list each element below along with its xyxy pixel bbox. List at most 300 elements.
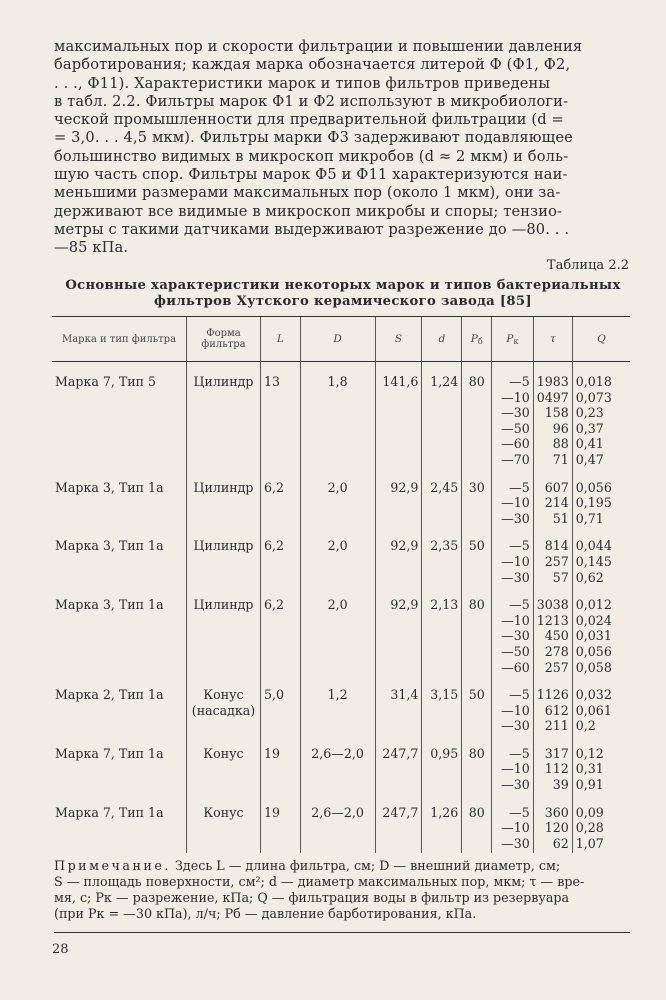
cell-tau-value: 112 [544,761,569,777]
spacer-cell [422,585,462,597]
cell-Q-value: 0,032 [575,687,612,703]
cell-D-text: 2,0 [327,479,348,495]
spacer-cell [375,468,422,480]
spacer-cell [572,585,630,597]
cell-brand [52,538,187,585]
spacer-cell [52,793,187,805]
paragraph-line: максимальных пор и скорости фильтрации и повышении давления [54,38,583,55]
spacer-cell [187,734,261,746]
row-spacer [52,585,630,597]
caption-line: фильтров Хутского керамического завода [85] [154,294,532,309]
cell-Q-value: 0,12 [575,745,604,761]
spacer-cell [492,362,534,375]
spacer-cell [572,468,630,480]
cell-shape [187,687,261,734]
cell-brand-text: Марка 7, Тип 1а [55,745,164,761]
cell-tau-value: 214 [544,495,569,511]
cell-S [375,374,422,468]
header-Pb-sub: б [477,336,483,346]
table-number-label: Таблица 2.2 [546,258,629,273]
caption-line: Основные характеристики некоторых марок и типов бактериальных [65,278,621,293]
cell-L [260,805,300,852]
spacer-cell [260,468,300,480]
paragraph-line: шую часть спор. Фильтры марок Ф5 и Ф11 характеризуются наи- [54,166,568,184]
row-spacer [52,851,630,853]
spacer-cell [572,675,630,687]
cell-Pb [462,746,492,793]
cell-Q-value: 0,056 [575,643,612,659]
cell-shape-text-2: (насадка) [191,702,256,718]
cell-Q-value: 0,09 [575,804,604,820]
spacer-cell [462,468,492,480]
note-line: (при Pк = —30 кПа), л/ч; Pб — давление барботирования, кПа. [54,906,477,921]
spacer-cell [533,734,572,746]
cell-Pb [462,480,492,527]
cell-shape [187,480,261,527]
spacer-cell [52,468,187,480]
spacer-cell [422,793,462,805]
cell-tau-value: 57 [552,569,569,585]
cell-brand-text: Марка 3, Тип 1а [55,597,164,613]
cell-L-text: 6,2 [263,597,284,613]
cell-Pk [492,746,534,793]
header-Pb [462,317,492,362]
cell-brand [52,480,187,527]
cell-Pb [462,374,492,468]
spacer-cell [492,793,534,805]
cell-L-text: 6,2 [263,538,284,554]
cell-Pk [492,374,534,468]
header-Pk-base: P [506,332,514,345]
cell-Q [572,538,630,585]
spacer-cell [187,851,261,853]
cell-tau-value: 0497 [536,389,569,405]
cell-Q-value: 0,195 [575,495,612,511]
cell-d [422,746,462,793]
cell-Pb-text: 80 [468,804,485,820]
spacer-cell [52,851,187,853]
cell-d [422,480,462,527]
cell-brand-text: Марка 2, Тип 1а [55,687,164,703]
cell-D [300,687,375,734]
spacer-cell [375,675,422,687]
spacer-cell [422,675,462,687]
cell-Pk-value: —10 [501,389,530,405]
cell-Pk-value: —30 [501,777,530,793]
cell-Pk-value: —10 [501,553,530,569]
cell-Q-value: 0,41 [575,436,604,452]
cell-Pk-value: —10 [501,761,530,777]
cell-Pk-value: —30 [501,718,530,734]
cell-Pb-text: 80 [468,745,485,761]
cell-Pk [492,805,534,852]
spacer-cell [492,675,534,687]
cell-shape-text: Цилиндр [193,479,254,495]
table-row [52,538,630,585]
cell-tau-value: 88 [552,436,569,452]
cell-Q-value: 0,024 [575,612,612,628]
spacer-cell [187,526,261,538]
page-number: 28 [52,942,69,957]
cell-Pb [462,687,492,734]
cell-d-text: 0,95 [430,745,459,761]
cell-d-text: 1,24 [430,374,459,389]
cell-L-text: 19 [263,745,280,761]
cell-S-text: 92,9 [390,597,419,613]
cell-d [422,374,462,468]
table-row [52,746,630,793]
cell-shape [187,746,261,793]
paragraph-line: метры с такими датчиками выдерживают разрежение до —80. . . [54,220,570,238]
cell-tau-value: 120 [544,820,569,836]
spacer-cell [375,362,422,375]
cell-Q-value: 0,012 [575,597,612,613]
cell-tau [533,480,572,527]
cell-d [422,805,462,852]
cell-Pk-value: —60 [501,436,530,452]
header-L: L [260,317,300,362]
cell-Pk-value: —30 [501,510,530,526]
note-text: Здесь L — длина фильтра, см; D — внешний диаметр, см; [174,858,561,873]
spacer-cell [300,526,375,538]
spacer-cell [52,526,187,538]
spacer-cell [572,851,630,853]
paragraph-line: = 3,0. . . 4,5 мкм). Фильтры марки Ф3 задерживают подавляющее [54,129,573,147]
header-d: d [422,317,462,362]
cell-Pk-value: —5 [509,374,530,389]
spacer-cell [572,793,630,805]
spacer-cell [533,362,572,375]
cell-Pk-value: —5 [509,687,530,703]
table-row [52,480,630,527]
table-caption [54,278,632,310]
cell-tau-value: 51 [552,510,569,526]
cell-S-text: 247,7 [382,745,419,761]
cell-S-text: 141,6 [382,374,419,389]
cell-tau-value: 3038 [536,597,569,613]
cell-Pb-text: 80 [468,597,485,613]
cell-Q-value: 1,07 [575,835,604,851]
spacer-cell [187,585,261,597]
spacer-cell [422,526,462,538]
cell-D [300,805,375,852]
cell-shape [187,597,261,675]
cell-tau-value: 278 [544,643,569,659]
cell-shape-text: Цилиндр [193,597,254,613]
cell-S-text: 31,4 [390,687,419,703]
cell-d-text: 1,26 [430,804,459,820]
cell-Pk-value: —5 [509,538,530,554]
cell-Q-value: 0,061 [575,702,612,718]
header-tau: τ [533,317,572,362]
cell-Q [572,746,630,793]
cell-tau [533,805,572,852]
cell-S-text: 92,9 [390,538,419,554]
cell-Q-value: 0,044 [575,538,612,554]
cell-brand-text: Марка 3, Тип 1а [55,479,164,495]
cell-S [375,687,422,734]
table-note [54,858,628,922]
spacer-cell [422,468,462,480]
spacer-cell [300,362,375,375]
cell-d-text: 2,13 [430,597,459,613]
cell-Q-value: 0,71 [575,510,604,526]
spacer-cell [375,585,422,597]
spacer-cell [533,793,572,805]
spacer-cell [375,851,422,853]
cell-tau-value: 360 [544,804,569,820]
spacer-cell [492,734,534,746]
cell-Pk-value: —50 [501,643,530,659]
cell-shape-text: Цилиндр [193,538,254,554]
cell-Pb-text: 80 [468,374,485,389]
cell-L [260,374,300,468]
cell-tau-value: 814 [544,538,569,554]
cell-D [300,374,375,468]
cell-tau-value: 96 [552,420,569,436]
header-D: D [300,317,375,362]
spacer-cell [422,851,462,853]
spacer-cell [52,585,187,597]
cell-S [375,746,422,793]
spacer-cell [52,362,187,375]
spacer-cell [375,526,422,538]
cell-brand-text: Марка 3, Тип 1а [55,538,164,554]
cell-tau-value: 257 [544,659,569,675]
cell-Q-value: 0,056 [575,479,612,495]
cell-tau [533,374,572,468]
cell-Q-value: 0,145 [575,553,612,569]
spacer-cell [462,793,492,805]
cell-Pk-value: —70 [501,451,530,467]
cell-Pk [492,597,534,675]
cell-L [260,597,300,675]
paragraph-line: ческой промышленности для предварительной фильтрации (d = [54,111,564,129]
cell-L-text: 6,2 [263,479,284,495]
cell-brand-text: Марка 7, Тип 1а [55,804,164,820]
cell-Q [572,597,630,675]
cell-Q-value: 0,018 [575,374,612,389]
cell-tau [533,538,572,585]
note-line: S — площадь поверхности, см²; d — диаметр максимальных пор, мкм; τ — вре- [54,874,585,889]
cell-S [375,805,422,852]
paragraph-line: меньшими размерами максимальных пор (около 1 мкм), они за- [54,184,561,202]
cell-S [375,597,422,675]
cell-S [375,538,422,585]
cell-L-text: 5,0 [263,687,284,703]
cell-L-text: 13 [263,374,280,389]
header-Pk [492,317,534,362]
cell-tau-value: 607 [544,479,569,495]
spacer-cell [462,851,492,853]
spacer-cell [187,468,261,480]
cell-Pk [492,480,534,527]
cell-tau-value: 211 [544,718,569,734]
cell-D [300,746,375,793]
table-row [52,374,630,468]
spacer-cell [300,585,375,597]
cell-Pk-value: —5 [509,479,530,495]
table-header-row [52,317,630,362]
spacer-cell [422,734,462,746]
row-spacer [52,734,630,746]
cell-Pk-value: —5 [509,804,530,820]
spacer-cell [533,675,572,687]
cell-Pb-text: 30 [468,479,485,495]
paragraph-line: . . ., Ф11). Характеристики марок и типов фильтров приведены [54,74,551,92]
cell-shape-text: Конус [203,745,244,761]
cell-Pk-value: —30 [501,628,530,644]
spacer-cell [260,793,300,805]
row-spacer [52,468,630,480]
spacer-cell [187,362,261,375]
table-row [52,805,630,852]
cell-tau-value: 1213 [536,612,569,628]
cell-Q [572,480,630,527]
cell-D-text: 1,8 [327,374,348,389]
cell-Pk-value: —30 [501,405,530,421]
paragraph-line: барботирования; каждая марка обозначается литерой Ф (Ф1, Ф2, [54,56,571,74]
cell-Q [572,805,630,852]
spacer-cell [533,526,572,538]
cell-tau-value: 450 [544,628,569,644]
cell-d [422,687,462,734]
cell-Q [572,374,630,468]
cell-shape-text: Конус [203,687,244,703]
spacer-cell [533,468,572,480]
header-Q: Q [572,317,630,362]
spacer-cell [187,793,261,805]
cell-D-text: 2,6—2,0 [311,745,364,761]
cell-d-text: 2,45 [430,479,459,495]
cell-S-text: 92,9 [390,479,419,495]
spacer-cell [492,468,534,480]
spacer-cell [52,734,187,746]
spacer-cell [52,675,187,687]
row-spacer [52,675,630,687]
spacer-cell [572,362,630,375]
cell-tau-value: 39 [552,777,569,793]
spacer-cell [572,526,630,538]
header-Pb-base: P [470,332,478,345]
cell-L [260,687,300,734]
cell-D-text: 2,6—2,0 [311,804,364,820]
cell-tau [533,746,572,793]
table-row [52,597,630,675]
cell-brand [52,374,187,468]
bottom-rule [54,932,630,933]
spacer-cell [422,362,462,375]
spacer-cell [300,851,375,853]
cell-brand [52,597,187,675]
header-shape: Форма фильтра [187,317,261,362]
spacer-cell [260,734,300,746]
spacer-cell [260,851,300,853]
spacer-cell [462,526,492,538]
table-row [52,687,630,734]
cell-Q-value: 0,23 [575,405,604,421]
cell-Pk-value: —5 [509,597,530,613]
cell-S-text: 247,7 [382,804,419,820]
cell-Q [572,687,630,734]
cell-D [300,480,375,527]
cell-brand [52,805,187,852]
cell-brand [52,746,187,793]
spacer-cell [492,585,534,597]
cell-L [260,538,300,585]
spacer-cell [462,734,492,746]
cell-Pk [492,538,534,585]
spacer-cell [375,734,422,746]
cell-D-text: 1,2 [327,687,348,703]
spacer-cell [533,851,572,853]
cell-Pk-value: —50 [501,420,530,436]
cell-tau [533,597,572,675]
cell-Pk-value: —30 [501,569,530,585]
spacer-cell [260,526,300,538]
spacer-cell [300,675,375,687]
cell-Q-value: 0,28 [575,820,604,836]
spacer-cell [375,793,422,805]
cell-Pk-value: —60 [501,659,530,675]
paragraph-line: —85 кПа. [54,239,129,257]
cell-Q-value: 0,2 [575,718,596,734]
paragraph-line: в табл. 2.2. Фильтры марок Ф1 и Ф2 используют в микробиологи- [54,92,569,110]
cell-d [422,597,462,675]
cell-brand [52,687,187,734]
cell-tau-value: 1126 [536,687,569,703]
spacer-cell [300,793,375,805]
cell-shape-text: Цилиндр [193,374,254,389]
cell-tau-value: 1983 [536,374,569,389]
spacer-cell [462,362,492,375]
row-spacer [52,362,630,375]
cell-Pb-text: 50 [468,538,485,554]
spacer-cell [533,585,572,597]
spacer-cell [187,675,261,687]
spacer-cell [492,526,534,538]
cell-shape [187,374,261,468]
spacer-cell [492,851,534,853]
spacer-cell [260,362,300,375]
note-line: мя, с; Pк — разрежение, кПа; Q — фильтрация воды в фильтр из резервуара [54,890,570,905]
cell-Pk-value: —10 [501,702,530,718]
cell-D-text: 2,0 [327,597,348,613]
cell-brand-text: Марка 7, Тип 5 [55,374,157,389]
cell-tau-value: 62 [552,835,569,851]
cell-Pb [462,805,492,852]
cell-shape [187,538,261,585]
cell-Pb [462,597,492,675]
header-S: S [375,317,422,362]
cell-tau [533,687,572,734]
cell-tau-value: 317 [544,745,569,761]
cell-L [260,746,300,793]
cell-Q-value: 0,37 [575,420,604,436]
cell-L-text: 19 [263,804,280,820]
header-Pk-sub: к [513,336,519,346]
spacer-cell [260,675,300,687]
cell-Q-value: 0,31 [575,761,604,777]
row-spacer [52,793,630,805]
note-line [54,858,628,874]
cell-D [300,538,375,585]
cell-Pk-value: —5 [509,745,530,761]
cell-tau-value: 71 [552,451,569,467]
spacer-cell [462,585,492,597]
spacer-cell [300,468,375,480]
cell-tau-value: 257 [544,553,569,569]
